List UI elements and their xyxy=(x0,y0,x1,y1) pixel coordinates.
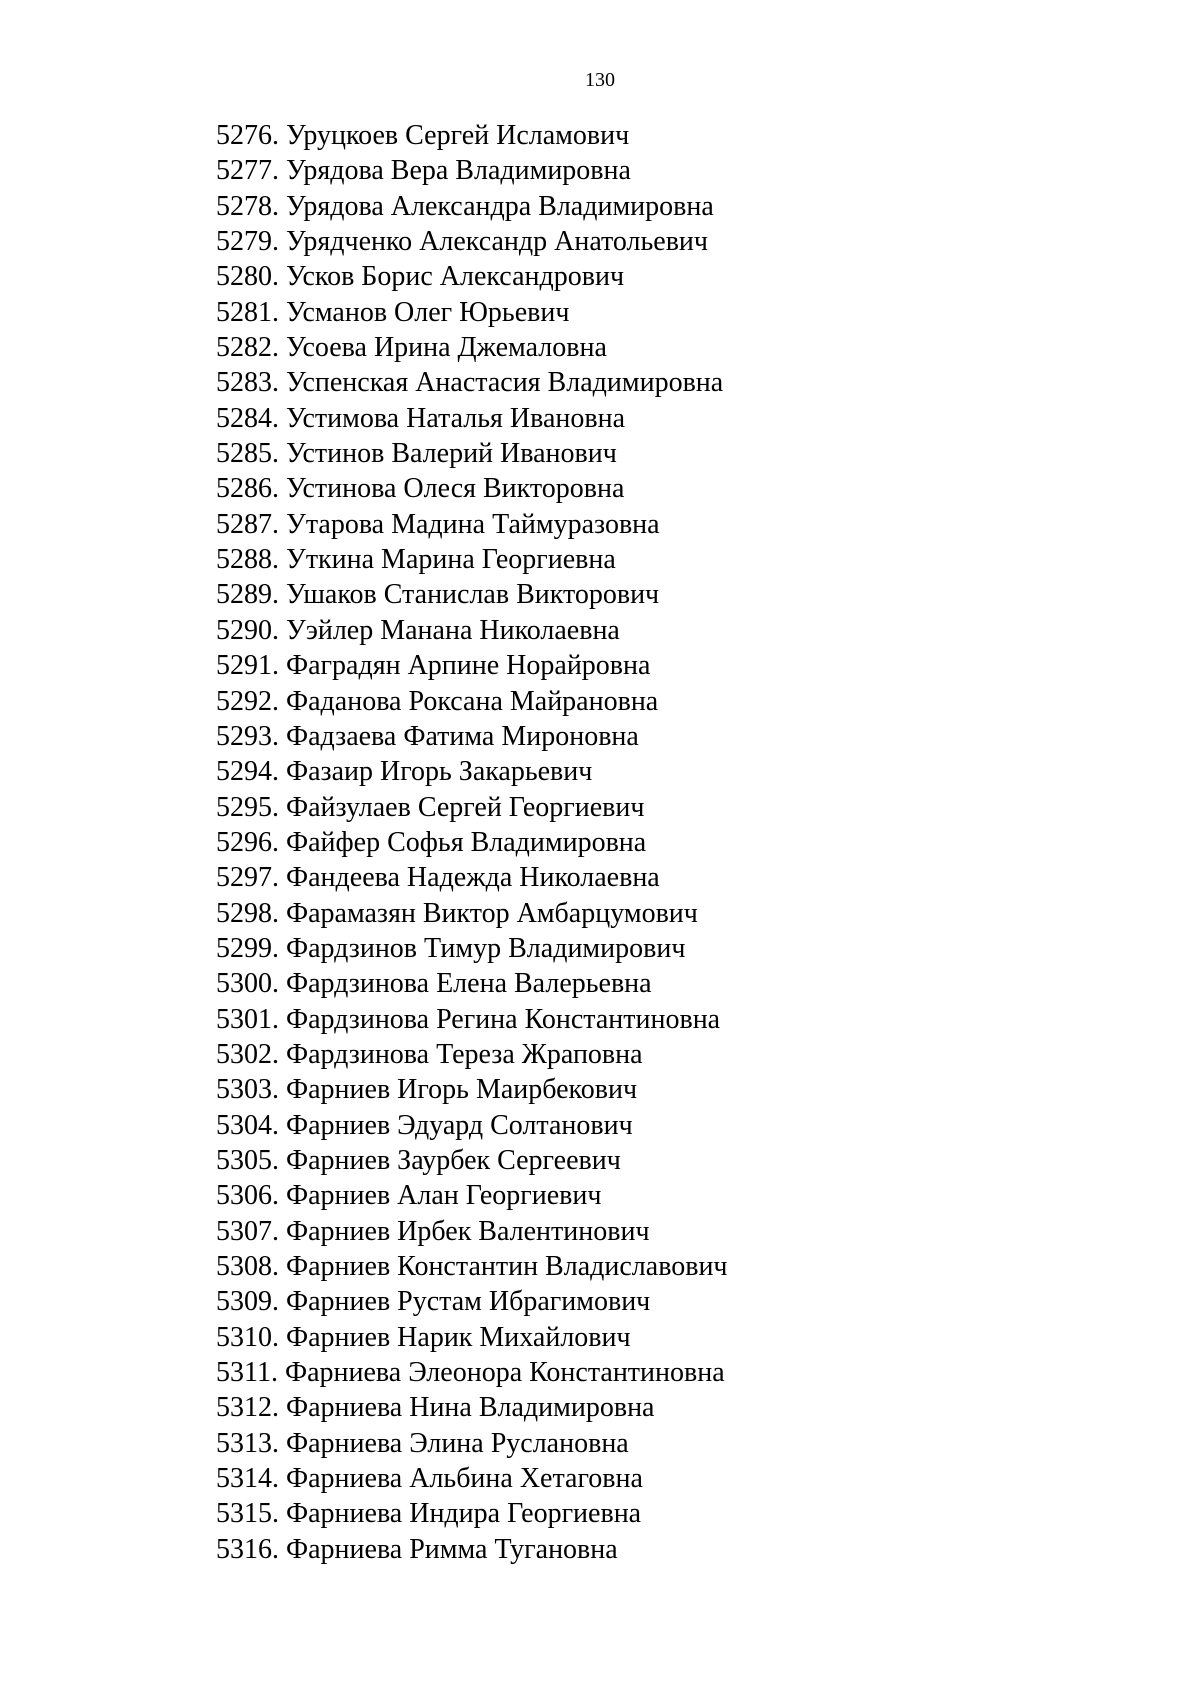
entry-name: Фарниев Заурбек Сергеевич xyxy=(286,1144,621,1176)
entry-number: 5315. xyxy=(216,1498,279,1530)
entry-number: 5282. xyxy=(216,332,279,364)
entry-number: 5301. xyxy=(216,1003,279,1035)
entry-number: 5296. xyxy=(216,826,279,858)
list-item xyxy=(216,1426,728,1461)
entry-number: 5293. xyxy=(216,720,279,752)
list-item xyxy=(216,719,728,754)
list-item xyxy=(216,259,728,294)
list-item xyxy=(216,189,728,224)
entry-number: 5310. xyxy=(216,1321,279,1353)
entry-name: Фардзинова Елена Валерьевна xyxy=(286,968,652,1000)
list-item xyxy=(216,613,728,648)
entry-name: Фазаир Игорь Закарьевич xyxy=(286,756,593,788)
entry-number: 5303. xyxy=(216,1074,279,1106)
entry-number: 5299. xyxy=(216,932,279,964)
entry-name: Устимова Наталья Ивановна xyxy=(286,402,626,434)
list-item xyxy=(216,966,728,1001)
list-item xyxy=(216,860,728,895)
entry-number: 5302. xyxy=(216,1038,279,1070)
list-item xyxy=(216,471,728,506)
entry-number: 5312. xyxy=(216,1392,279,1424)
entry-number: 5283. xyxy=(216,367,279,399)
entry-name: Усоева Ирина Джемаловна xyxy=(286,332,607,364)
entry-number: 5284. xyxy=(216,402,279,434)
entry-name: Фаданова Роксана Майрановна xyxy=(286,685,659,717)
entry-name: Ушаков Станислав Викторович xyxy=(286,579,660,611)
entry-number: 5285. xyxy=(216,438,279,470)
list-item xyxy=(216,542,728,577)
entry-name: Фарамазян Виктор Амбарцумович xyxy=(286,897,698,929)
list-item xyxy=(216,577,728,612)
list-item xyxy=(216,153,728,188)
entry-number: 5289. xyxy=(216,579,279,611)
entry-number: 5307. xyxy=(216,1215,279,1247)
list-item xyxy=(216,1108,728,1143)
entry-name: Фарниева Индира Георгиевна xyxy=(286,1498,642,1530)
entry-number: 5300. xyxy=(216,968,279,1000)
entry-number: 5304. xyxy=(216,1109,279,1141)
entry-name: Фарниев Рустам Ибрагимович xyxy=(286,1286,651,1318)
entry-number: 5281. xyxy=(216,296,279,328)
list-item xyxy=(216,295,728,330)
entry-name: Фарниева Элеонора Константиновна xyxy=(284,1357,725,1389)
list-item xyxy=(216,1355,728,1390)
entry-number: 5278. xyxy=(216,190,279,222)
list-item xyxy=(216,931,728,966)
entry-number: 5306. xyxy=(216,1180,279,1212)
entry-name: Усманов Олег Юрьевич xyxy=(286,296,570,328)
entry-name: Фандеева Надежда Николаевна xyxy=(286,862,660,894)
list-item xyxy=(216,790,728,825)
entry-name: Фарниева Элина Руслановна xyxy=(286,1427,629,1459)
list-item xyxy=(216,1249,728,1284)
entry-name: Уткина Марина Георгиевна xyxy=(286,544,616,576)
entry-name: Фадзаева Фатима Мироновна xyxy=(286,720,639,752)
entry-number: 5313. xyxy=(216,1427,279,1459)
list-item xyxy=(216,224,728,259)
entry-name: Фардзинов Тимур Владимирович xyxy=(286,932,686,964)
entry-number: 5280. xyxy=(216,261,279,293)
name-list xyxy=(216,118,728,1567)
entry-number: 5309. xyxy=(216,1286,279,1318)
list-item xyxy=(216,1390,728,1425)
entry-number: 5292. xyxy=(216,685,279,717)
entry-number: 5287. xyxy=(216,508,279,540)
entry-name: Уэйлер Манана Николаевна xyxy=(286,614,620,646)
list-item xyxy=(216,436,728,471)
entry-name: Фардзинова Регина Константиновна xyxy=(286,1003,721,1035)
list-item xyxy=(216,507,728,542)
entry-name: Фарниев Алан Георгиевич xyxy=(286,1180,602,1212)
list-item xyxy=(216,1496,728,1531)
entry-number: 5305. xyxy=(216,1144,279,1176)
entry-name: Файзулаев Сергей Георгиевич xyxy=(286,791,645,823)
entry-name: Фарниева Нина Владимировна xyxy=(286,1392,655,1424)
entry-name: Урядова Александра Владимировна xyxy=(286,190,714,222)
list-item xyxy=(216,1037,728,1072)
list-item xyxy=(216,896,728,931)
entry-number: 5316. xyxy=(216,1533,279,1565)
entry-name: Фарниев Нарик Михайлович xyxy=(286,1321,631,1353)
entry-name: Утарова Мадина Таймуразовна xyxy=(286,508,660,540)
entry-number: 5288. xyxy=(216,544,279,576)
list-item xyxy=(216,1178,728,1213)
entry-name: Фарниев Константин Владиславович xyxy=(286,1251,728,1282)
entry-number: 5291. xyxy=(216,650,279,682)
entry-name: Фарниев Эдуард Солтанович xyxy=(286,1109,633,1141)
entry-name: Урядова Вера Владимировна xyxy=(286,155,631,187)
entry-number: 5308. xyxy=(216,1251,279,1282)
page-number: 130 xyxy=(585,69,615,91)
entry-name: Уруцкоев Сергей Исламович xyxy=(286,120,630,151)
list-item xyxy=(216,1143,728,1178)
entry-name: Урядченко Александр Анатольевич xyxy=(286,226,708,258)
entry-name: Фарниев Ирбек Валентинович xyxy=(286,1215,650,1247)
entry-number: 5276. xyxy=(216,120,279,151)
list-item xyxy=(216,1214,728,1249)
entry-name: Фарниева Римма Тугановна xyxy=(286,1533,618,1565)
list-item xyxy=(216,754,728,789)
entry-number: 5311. xyxy=(216,1357,278,1389)
entry-name: Фарниева Альбина Хетаговна xyxy=(286,1463,643,1495)
entry-name: Устинова Олеся Викторовна xyxy=(286,473,625,505)
entry-name: Успенская Анастасия Владимировна xyxy=(286,367,724,399)
list-item xyxy=(216,401,728,436)
list-item xyxy=(216,1532,728,1567)
list-item xyxy=(216,1284,728,1319)
entry-name: Фаградян Арпине Норайровна xyxy=(286,650,651,682)
list-item xyxy=(216,118,728,153)
list-item xyxy=(216,330,728,365)
entry-number: 5295. xyxy=(216,791,279,823)
entry-number: 5277. xyxy=(216,155,279,187)
list-item xyxy=(216,1072,728,1107)
entry-number: 5297. xyxy=(216,862,279,894)
list-item xyxy=(216,684,728,719)
entry-number: 5286. xyxy=(216,473,279,505)
list-item xyxy=(216,648,728,683)
entry-name: Файфер Софья Владимировна xyxy=(286,826,647,858)
entry-number: 5294. xyxy=(216,756,279,788)
list-item xyxy=(216,825,728,860)
entry-name: Устинов Валерий Иванович xyxy=(286,438,617,470)
entry-number: 5279. xyxy=(216,226,279,258)
list-item xyxy=(216,1461,728,1496)
list-item xyxy=(216,1002,728,1037)
entry-number: 5290. xyxy=(216,614,279,646)
entry-name: Фардзинова Тереза Жраповна xyxy=(286,1038,643,1070)
entry-name: Фарниев Игорь Маирбекович xyxy=(286,1074,638,1106)
list-item xyxy=(216,365,728,400)
entry-number: 5314. xyxy=(216,1463,279,1495)
list-item xyxy=(216,1320,728,1355)
entry-name: Усков Борис Александрович xyxy=(286,261,625,293)
entry-number: 5298. xyxy=(216,897,279,929)
